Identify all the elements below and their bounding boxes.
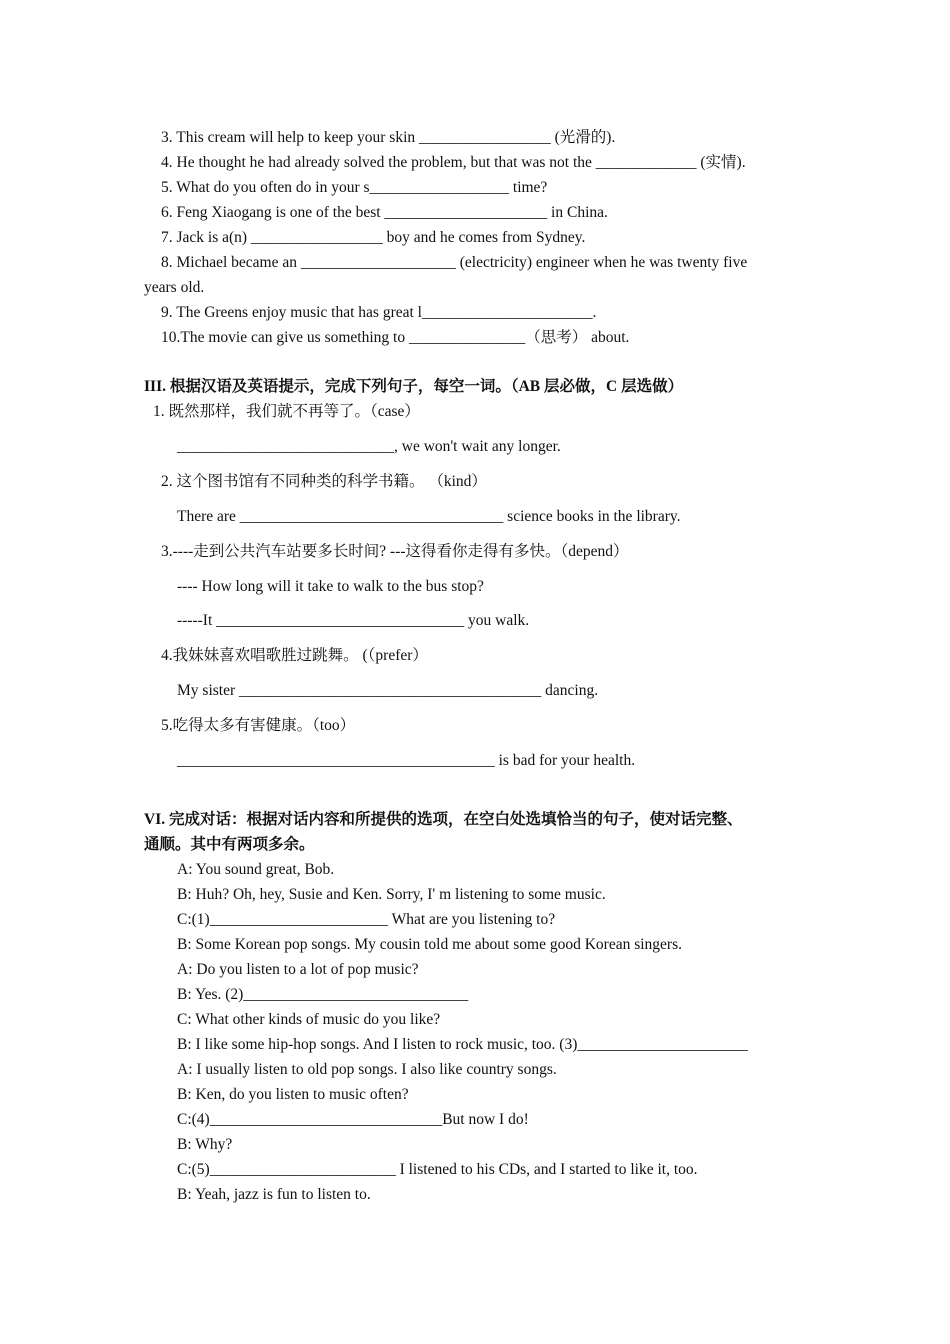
- dialogue-line: C:(1)_______________________ What are you listening to?: [177, 911, 556, 928]
- dialogue-line: C:(5)________________________ I listened to his CDs, and I started to like it, too.: [177, 1161, 698, 1178]
- dialogue-line: B: I like some hip-hop songs. And I listen to rock music, too. (3)______________________: [177, 1036, 748, 1053]
- translation-prompt-4: 4.我妹妹喜欢唱歌胜过跳舞。 (（prefer）: [161, 647, 428, 664]
- translation-prompt-3: 3.----走到公共汽车站要多长时间? ---这得看你走得有多快。（depend）: [161, 543, 629, 560]
- translation-answer-3: -----It ________________________________ you walk.: [177, 612, 530, 629]
- dialogue-line: A: Do you listen to a lot of pop music?: [177, 961, 419, 978]
- question-item-9: 9. The Greens enjoy music that has great l______________________.: [161, 304, 597, 321]
- question-item-3: 3. This cream will help to keep your skin _________________ (光滑的).: [161, 129, 616, 146]
- dialogue-line: B: Huh? Oh, hey, Susie and Ken. Sorry, I' m listening to some music.: [177, 886, 606, 903]
- question-item-5: 5. What do you often do in your s__________________ time?: [161, 179, 548, 196]
- translation-prompt-2: 2. 这个图书馆有不同种类的科学书籍。 （kind）: [161, 473, 487, 490]
- dialogue-line: A: You sound great, Bob.: [177, 861, 335, 878]
- question-item-8-continued: years old.: [144, 279, 205, 296]
- dialogue-line: B: Some Korean pop songs. My cousin told me about some good Korean singers.: [177, 936, 682, 953]
- dialogue-line: B: Yes. (2)_____________________________: [177, 986, 469, 1003]
- dialogue-line: B: Ken, do you listen to music often?: [177, 1086, 409, 1103]
- question-item-6: 6. Feng Xiaogang is one of the best _____________________ in China.: [161, 204, 608, 221]
- translation-answer-4: My sister _______________________________________ dancing.: [177, 682, 599, 699]
- section-3-title: III. 根据汉语及英语提示，完成下列句子，每空一词。（AB 层必做，C 层选做）: [144, 378, 684, 395]
- translation-answer-5: _________________________________________ is bad for your health.: [177, 752, 636, 769]
- dialogue-line: A: I usually listen to old pop songs. I also like country songs.: [177, 1061, 557, 1078]
- dialogue-line: B: Why?: [177, 1136, 233, 1153]
- translation-prompt-5: 5.吃得太多有害健康。（too）: [161, 717, 356, 734]
- question-item-4: 4. He thought he had already solved the problem, but that was not the _____________ (实情).: [161, 154, 746, 171]
- translation-dialogue-3a: ---- How long will it take to walk to the bus stop?: [177, 578, 484, 595]
- section-6-title: VI. 完成对话：根据对话内容和所提供的选项，在空白处选填恰当的句子，使对话完整、: [144, 811, 743, 828]
- section-6-title-continued: 通顺。其中有两项多余。: [144, 836, 315, 853]
- question-item-8: 8. Michael became an ____________________ (electricity) engineer when he was twenty five: [161, 254, 748, 271]
- translation-prompt-1: 1. 既然那样，我们就不再等了。（case）: [153, 403, 420, 420]
- question-item-10: 10.The movie can give us something to _______________（思考） about.: [161, 329, 630, 346]
- translation-answer-1: ____________________________, we won't wait any longer.: [177, 438, 561, 455]
- dialogue-line: C:(4)______________________________But now I do!: [177, 1111, 529, 1128]
- dialogue-line: C: What other kinds of music do you like?: [177, 1011, 441, 1028]
- dialogue-line: B: Yeah, jazz is fun to listen to.: [177, 1186, 371, 1203]
- question-item-7: 7. Jack is a(n) _________________ boy and he comes from Sydney.: [161, 229, 586, 246]
- translation-answer-2: There are __________________________________ science books in the library.: [177, 508, 681, 525]
